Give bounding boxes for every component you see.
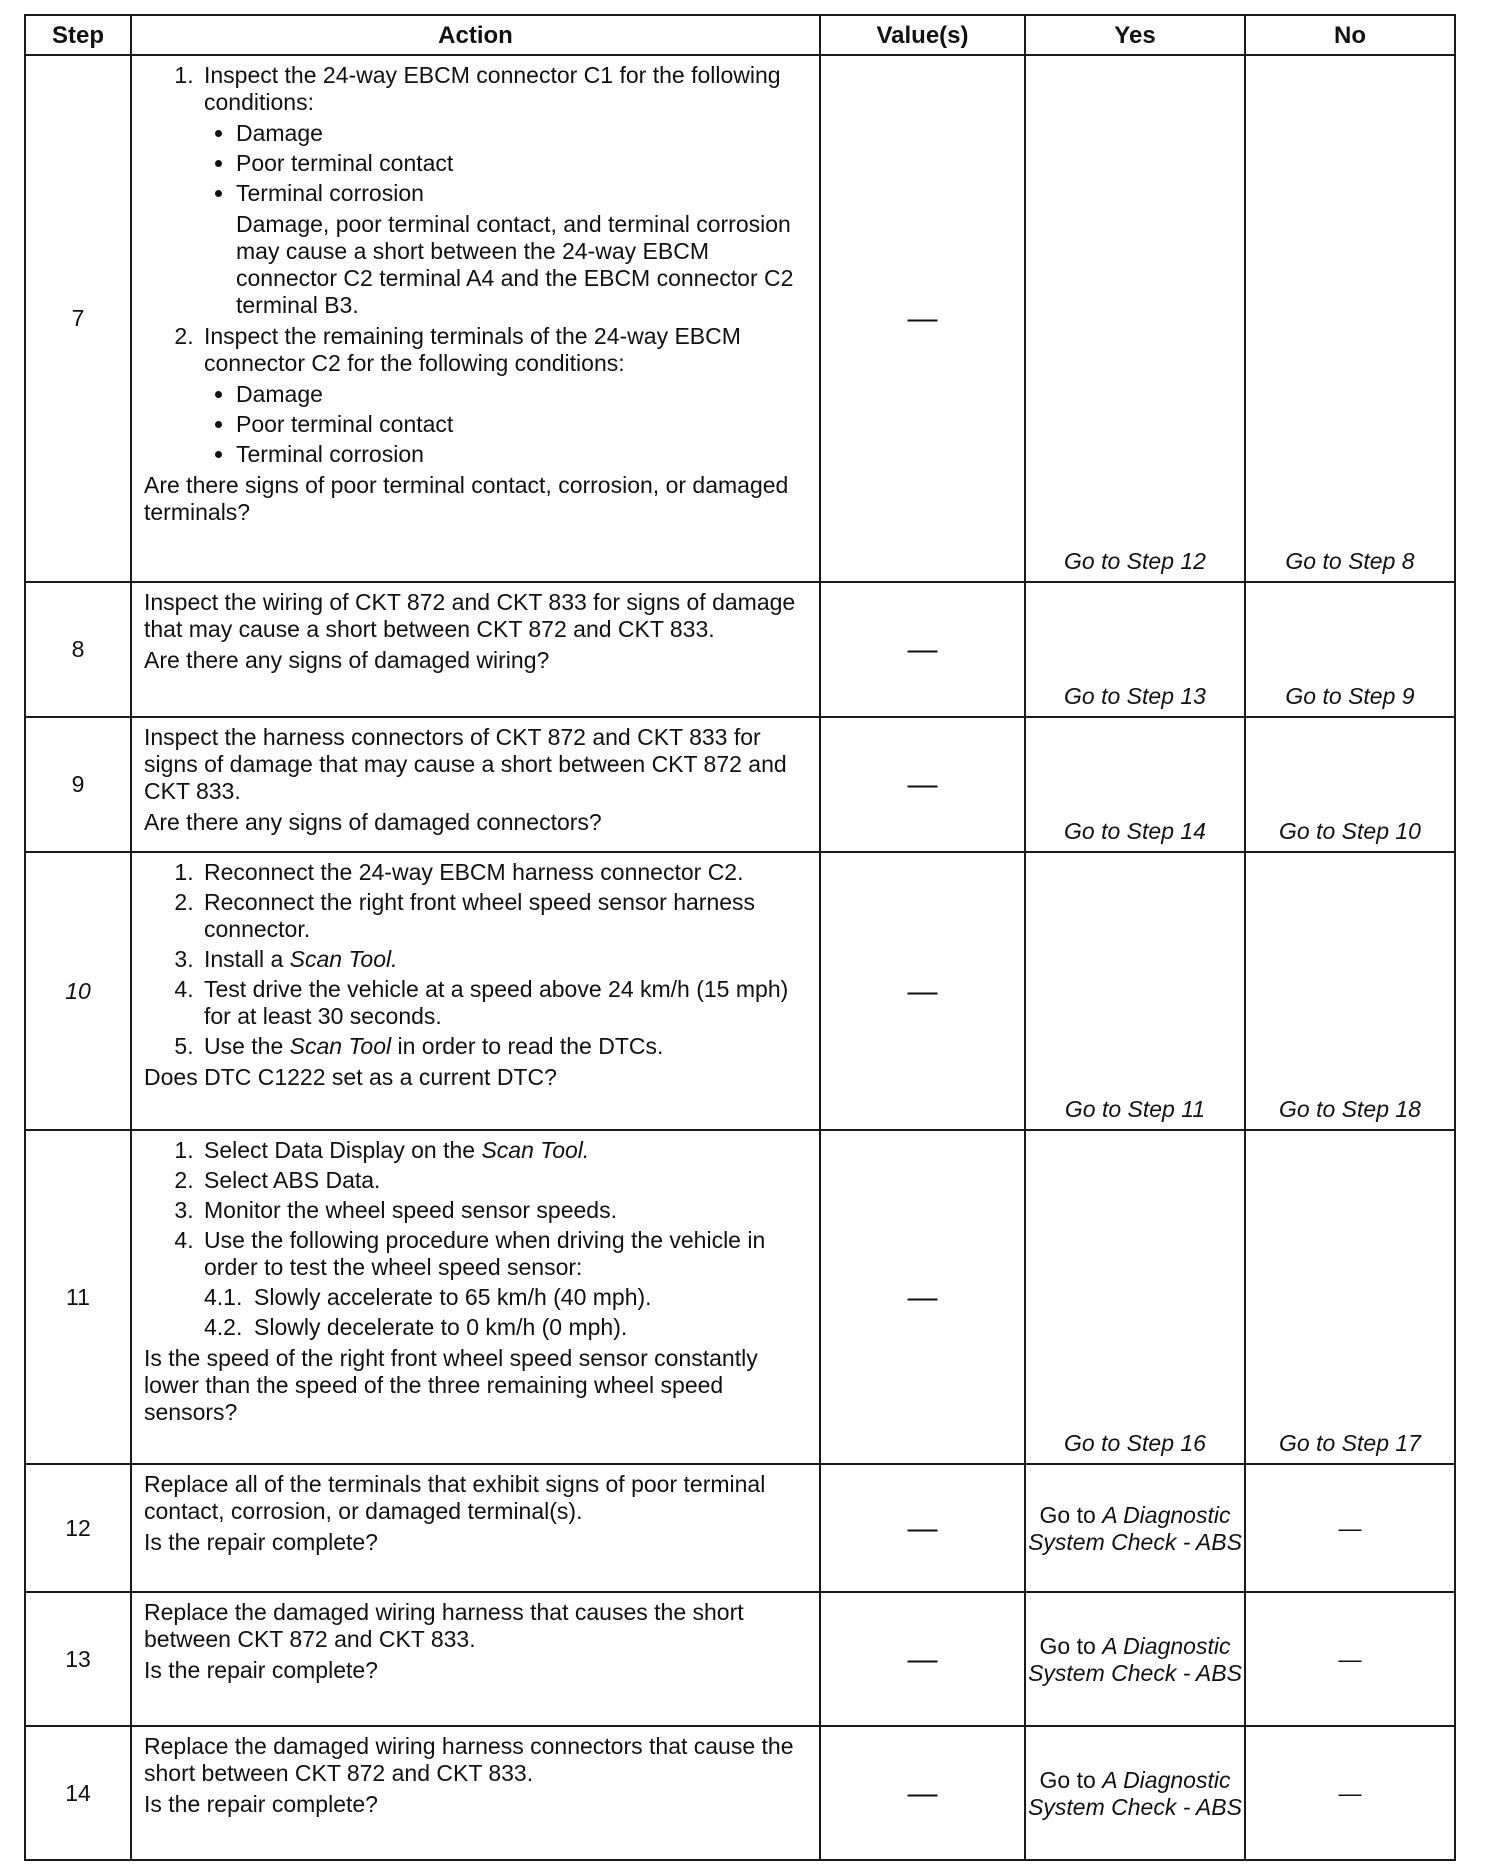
question-text: Are there any signs of damaged connectors?	[144, 809, 602, 835]
yes-link[interactable]: Go to Step 13	[1025, 582, 1245, 717]
list-item: • Terminal corrosion	[236, 441, 807, 468]
condition-list	[204, 381, 807, 468]
action-cell	[131, 1726, 820, 1860]
no-link[interactable]: Go to Step 17	[1245, 1130, 1455, 1464]
yes-link-prefix: Go to	[1039, 1766, 1103, 1793]
step-number: 12	[25, 1464, 131, 1592]
table-row	[25, 717, 1455, 852]
instruction-text: Use the	[204, 1033, 290, 1059]
table-row	[25, 55, 1455, 582]
list-item: 1. Reconnect the 24-way EBCM harness connector C2.	[200, 859, 807, 886]
header-row	[25, 15, 1455, 55]
instruction-text: in order to read the DTCs.	[391, 1033, 664, 1059]
question-text: Are there any signs of damaged wiring?	[144, 647, 550, 673]
list-item	[200, 1227, 807, 1281]
list-item	[200, 1137, 807, 1164]
sub-step-text: Slowly accelerate to 65 km/h (40 mph).	[254, 1284, 652, 1310]
table-row	[25, 1464, 1455, 1592]
action-cell	[131, 582, 820, 717]
sub-step-number: 4.1.	[204, 1284, 243, 1310]
action-cell	[131, 55, 820, 582]
no-link[interactable]: Go to Step 8	[1245, 55, 1455, 582]
value-cell: —	[820, 1592, 1025, 1726]
action-cell	[131, 1130, 820, 1464]
question-text: Are there signs of poor terminal contact, corrosion, or damaged terminals?	[144, 472, 789, 525]
scan-tool-term: Scan Tool.	[481, 1137, 590, 1163]
instruction-text: Inspect the harness connectors of CKT 872 and CKT 833 for signs of damage that may cause a short between CKT 872 and CKT 833.	[144, 724, 787, 804]
instruction-list	[144, 62, 807, 468]
instruction-text: Inspect the remaining terminals of the 24-way EBCM connector C2 for the following conditions:	[204, 323, 741, 376]
no-link[interactable]: Go to Step 10	[1245, 717, 1455, 852]
diagnostic-table	[24, 14, 1456, 1861]
list-item: 4. Test drive the vehicle at a speed above 24 km/h (15 mph) for at least 30 seconds.	[200, 976, 807, 1030]
header-action: Action	[131, 15, 820, 55]
step-number: 8	[25, 582, 131, 717]
question-text: Is the repair complete?	[144, 1791, 378, 1817]
no-value: —	[1245, 1726, 1455, 1860]
scan-tool-term: Scan Tool.	[289, 946, 398, 972]
yes-link-target: A Diagnostic System Check - ABS	[1028, 1766, 1242, 1820]
list-item	[200, 62, 807, 319]
instruction-text: Select Data Display on the	[204, 1137, 482, 1163]
list-item	[200, 1033, 807, 1060]
yes-link[interactable]: Go to Step 11	[1025, 852, 1245, 1130]
value-cell: —	[820, 852, 1025, 1130]
value-cell: —	[820, 55, 1025, 582]
instruction-text: Replace the damaged wiring harness connectors that cause the short between CKT 872 and CKT 833.	[144, 1733, 794, 1786]
action-cell	[131, 717, 820, 852]
yes-link-target: A Diagnostic System Check - ABS	[1028, 1501, 1242, 1555]
sub-step-number: 4.2.	[204, 1314, 243, 1340]
yes-link[interactable]	[1025, 1726, 1245, 1860]
note-text: Damage, poor terminal contact, and terminal corrosion may cause a short between the 24-way EBCM connector C2 terminal A4 and the EBCM connector C2 terminal B3.	[236, 211, 794, 318]
instruction-text: Use the following procedure when driving the vehicle in order to test the wheel speed sensor:	[204, 1227, 766, 1280]
yes-link[interactable]: Go to Step 16	[1025, 1130, 1245, 1464]
table-row	[25, 1130, 1455, 1464]
action-cell	[131, 1592, 820, 1726]
question-text: Does DTC C1222 set as a current DTC?	[144, 1064, 557, 1090]
value-cell: —	[820, 1130, 1025, 1464]
question-text: Is the speed of the right front wheel speed sensor constantly lower than the speed of the three remaining wheel speed sensors?	[144, 1345, 758, 1425]
step-number: 9	[25, 717, 131, 852]
question-text: Is the repair complete?	[144, 1529, 378, 1555]
action-cell	[131, 852, 820, 1130]
instruction-text: Inspect the 24-way EBCM connector C1 for the following conditions:	[204, 62, 781, 115]
table-row	[25, 1592, 1455, 1726]
table-row	[25, 1726, 1455, 1860]
list-item: • Poor terminal contact	[236, 411, 807, 438]
no-value: —	[1245, 1464, 1455, 1592]
instruction-text: Replace all of the terminals that exhibit signs of poor terminal contact, corrosion, or damaged terminal(s).	[144, 1471, 766, 1524]
yes-link[interactable]: Go to Step 12	[1025, 55, 1245, 582]
list-item: • Damage	[236, 381, 807, 408]
step-number: 13	[25, 1592, 131, 1726]
step-number: 14	[25, 1726, 131, 1860]
condition-list	[204, 120, 807, 207]
sub-step	[144, 1314, 807, 1341]
yes-link-prefix: Go to	[1039, 1501, 1103, 1528]
action-cell	[131, 1464, 820, 1592]
value-cell: —	[820, 582, 1025, 717]
table-row	[25, 582, 1455, 717]
list-item: • Poor terminal contact	[236, 150, 807, 177]
sub-step	[144, 1284, 807, 1311]
list-item: • Terminal corrosion	[236, 180, 807, 207]
header-no: No	[1245, 15, 1455, 55]
list-item: 3. Monitor the wheel speed sensor speeds.	[200, 1197, 807, 1224]
no-link[interactable]: Go to Step 9	[1245, 582, 1455, 717]
value-cell: —	[820, 717, 1025, 852]
no-link[interactable]: Go to Step 18	[1245, 852, 1455, 1130]
header-step: Step	[25, 15, 131, 55]
list-item: 2. Reconnect the right front wheel speed sensor harness connector.	[200, 889, 807, 943]
header-yes: Yes	[1025, 15, 1245, 55]
instruction-text: Inspect the wiring of CKT 872 and CKT 833 for signs of damage that may cause a short between CKT 872 and CKT 833.	[144, 589, 796, 642]
list-item: • Damage	[236, 120, 807, 147]
scan-tool-term: Scan Tool	[289, 1033, 392, 1059]
yes-link[interactable]: Go to Step 14	[1025, 717, 1245, 852]
instruction-text: Replace the damaged wiring harness that causes the short between CKT 872 and CKT 833.	[144, 1599, 744, 1652]
instruction-list	[144, 1137, 807, 1281]
value-cell: —	[820, 1464, 1025, 1592]
step-number: 11	[25, 1130, 131, 1464]
yes-link-target: A Diagnostic System Check - ABS	[1028, 1632, 1242, 1686]
value-cell: —	[820, 1726, 1025, 1860]
list-item	[200, 946, 807, 973]
question-text: Is the repair complete?	[144, 1657, 378, 1683]
no-value: —	[1245, 1592, 1455, 1726]
instruction-list	[144, 859, 807, 1060]
list-item	[200, 323, 807, 468]
step-number: 10	[25, 852, 131, 1130]
yes-link-prefix: Go to	[1039, 1632, 1103, 1659]
yes-link[interactable]	[1025, 1464, 1245, 1592]
instruction-text: Install a	[204, 946, 290, 972]
header-values: Value(s)	[820, 15, 1025, 55]
list-item: 2. Select ABS Data.	[200, 1167, 807, 1194]
sub-step-text: Slowly decelerate to 0 km/h (0 mph).	[254, 1314, 628, 1340]
yes-link[interactable]	[1025, 1592, 1245, 1726]
step-number: 7	[25, 55, 131, 582]
table-row	[25, 852, 1455, 1130]
